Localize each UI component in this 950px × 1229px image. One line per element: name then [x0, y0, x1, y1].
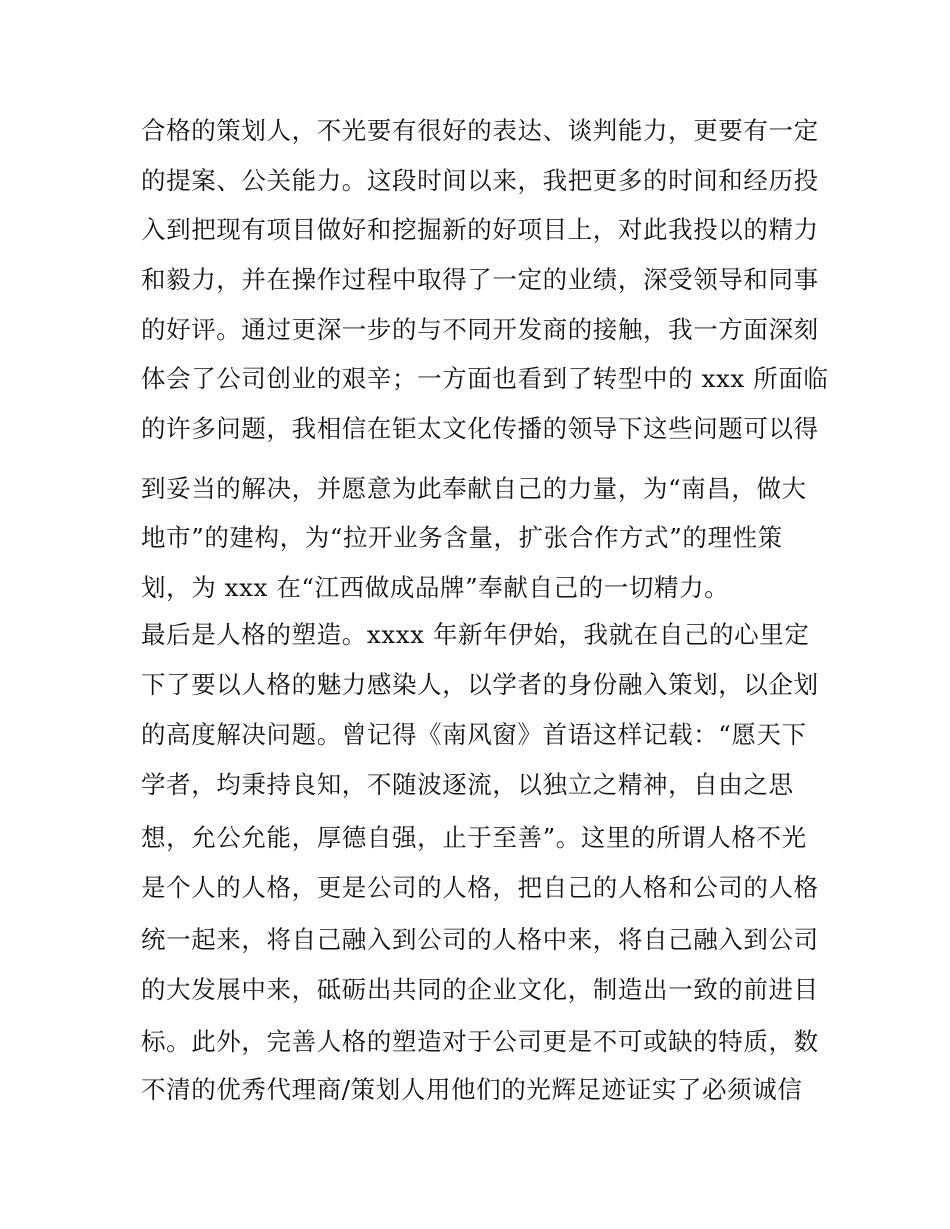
text-line: 的提案、公关能力。这段时间以来，我把更多的时间和经历投: [141, 166, 819, 195]
text-line: 的许多问题，我相信在钜太文化传播的领导下这些问题可以得: [141, 414, 819, 443]
text-line: 入到把现有项目做好和挖掘新的好项目上，对此我投以的精力: [141, 215, 819, 244]
text-line: 的好评。通过更深一步的与不同开发商的接触，我一方面深刻: [141, 315, 819, 344]
text-line: 到妥当的解决，并愿意为此奉献自己的力量，为“南昌，做大: [141, 474, 807, 503]
text-line: 的大发展中来，砥砺出共同的企业文化，制造出一致的前进目: [141, 975, 819, 1004]
text-line: 最后是人格的塑造。xxxx 年新年伊始，我就在自己的心里定: [141, 620, 810, 649]
text-line: 不清的优秀代理商/策划人用他们的光辉足迹证实了必须诚信: [141, 1075, 803, 1104]
text-line: 体会了公司创业的艰辛；一方面也看到了转型中的 xxx 所面临: [141, 364, 829, 393]
text-line: 和毅力，并在操作过程中取得了一定的业绩，深受领导和同事: [141, 265, 819, 294]
text-line: 学者，均秉持良知，不随波逐流，以独立之精神，自由之思: [141, 770, 794, 799]
text-line: 下了要以人格的魅力感染人，以学者的身份融入策划，以企划: [141, 670, 819, 699]
text-line: 是个人的人格，更是公司的人格，把自己的人格和公司的人格: [141, 873, 819, 902]
text-line: 地市”的建构，为“拉开业务含量，扩张合作方式”的理性策: [141, 523, 783, 552]
text-line: 标。此外，完善人格的塑造对于公司更是不可或缺的特质，数: [141, 1027, 819, 1056]
text-line: 的高度解决问题。曾记得《南风窗》首语这样记载：“愿天下: [141, 720, 807, 749]
text-line: 统一起来，将自己融入到公司的人格中来，将自己融入到公司: [141, 925, 819, 954]
text-line: 想，允公允能，厚德自强，止于至善”。这里的所谓人格不光: [141, 823, 807, 852]
text-line: 合格的策划人，不光要有很好的表达、谈判能力，更要有一定: [141, 116, 819, 145]
text-line: 划，为 xxx 在“江西做成品牌”奉献自己的一切精力。: [141, 573, 730, 602]
